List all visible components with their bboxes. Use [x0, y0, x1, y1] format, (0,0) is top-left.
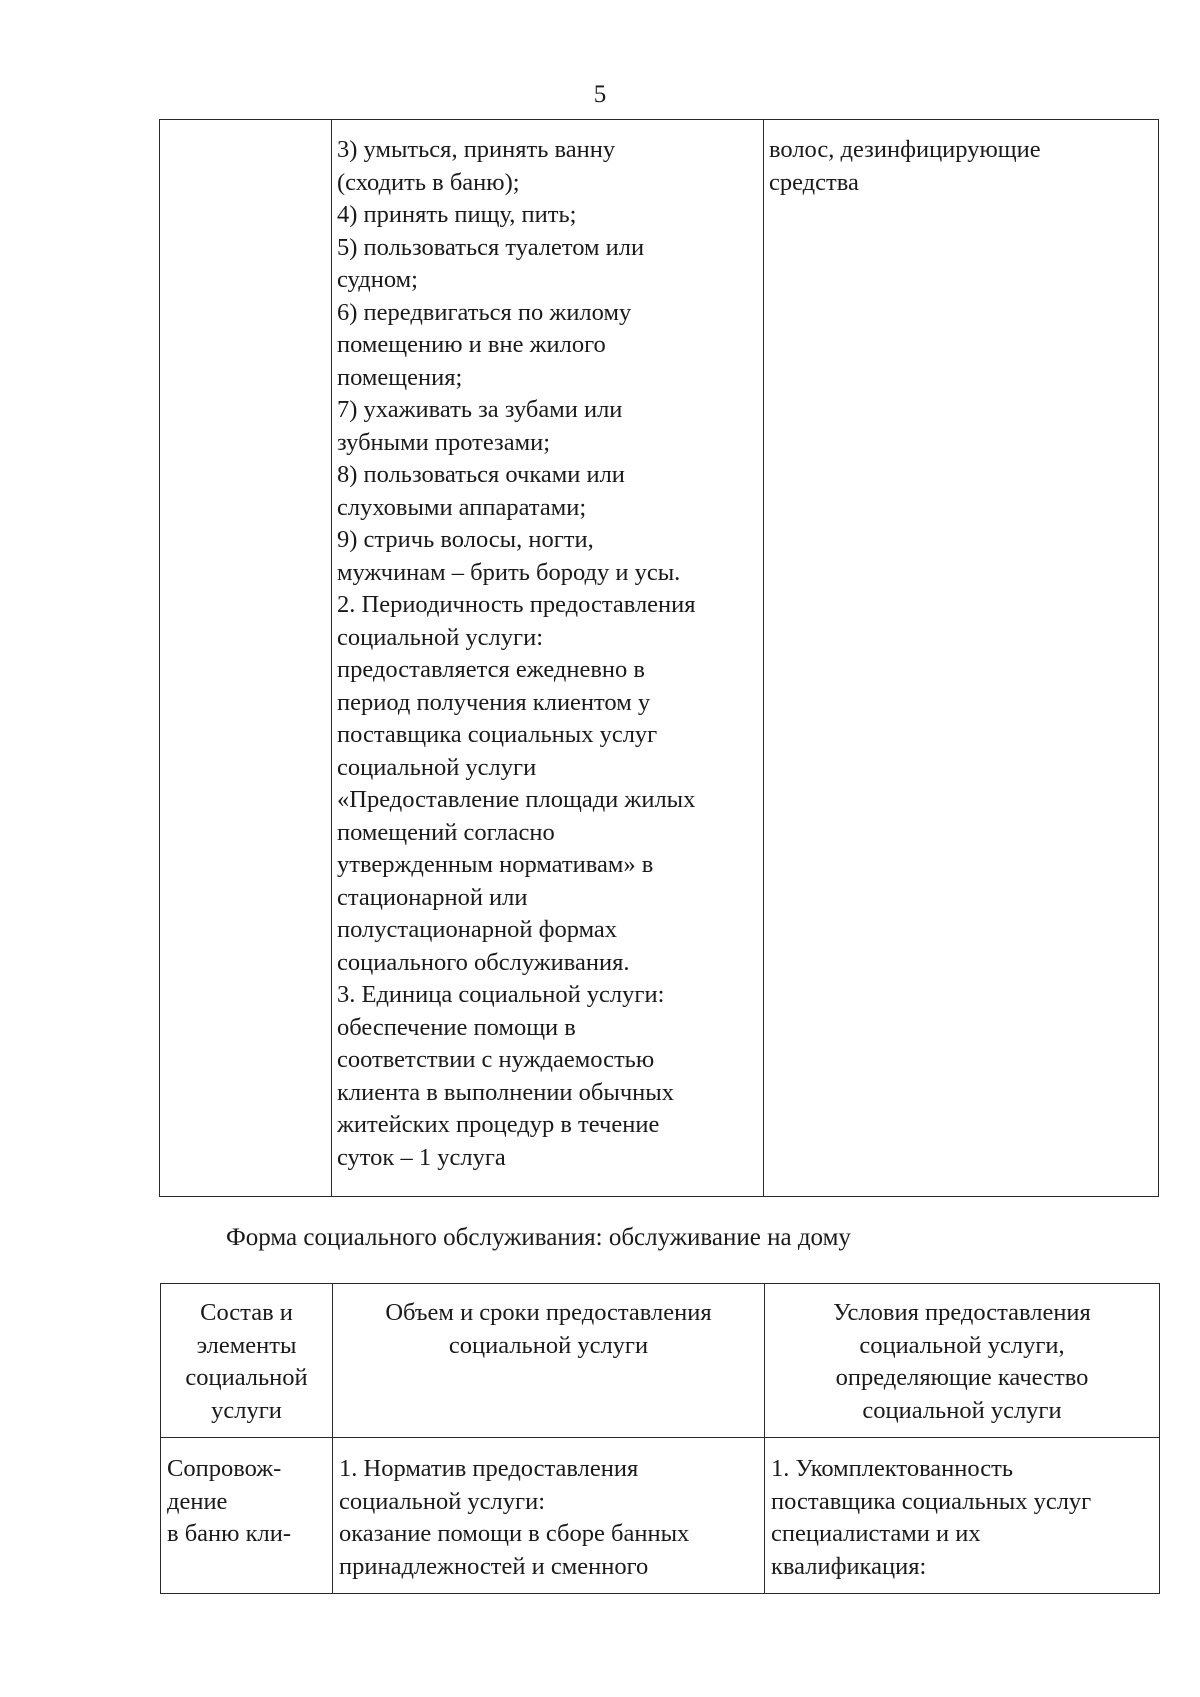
text-line: поставщика социальных услуг — [771, 1487, 1092, 1515]
text-line: соответствии с нуждаемостью — [337, 1046, 655, 1073]
text-line: помещению и вне жилого — [337, 331, 606, 358]
header-line: социальной услуги, — [859, 1331, 1065, 1359]
text-line: 3) умыться, принять ванну — [337, 136, 616, 163]
header-line: определяющие качество — [835, 1364, 1089, 1391]
column-header-composition — [161, 1284, 333, 1438]
column-header-volume-and-terms — [333, 1284, 765, 1438]
text-line: 4) принять пищу, пить; — [337, 201, 577, 228]
text-line: помещений согласно — [337, 818, 555, 846]
text-line: судном; — [337, 266, 418, 293]
table-cell-volume-and-terms — [333, 1438, 765, 1594]
table-cell-composition — [161, 1438, 333, 1594]
text-line: 9) стричь волосы, ногти, — [337, 526, 594, 553]
text-line: волос, дезинфицирующие — [769, 136, 1041, 163]
text-line: 2. Периодичность предоставления — [337, 591, 696, 618]
text-line: средства — [769, 168, 859, 196]
service-form-heading: Форма социального обслуживания: обслуживание на дому — [226, 1224, 851, 1251]
text-line: 8) пользоваться очками или — [337, 461, 625, 488]
text-line: Сопровож- — [167, 1455, 282, 1482]
text-line: поставщика социальных услуг — [337, 721, 658, 748]
header-line: Объем и сроки предоставления — [385, 1299, 712, 1326]
text-line: социальной услуги: — [337, 623, 544, 651]
table-row — [160, 120, 1159, 1197]
text-line: период получения клиентом у — [337, 688, 651, 716]
text-line: 1. Укомплектованность — [771, 1455, 1014, 1482]
text-line: 5) пользоваться туалетом или — [337, 233, 645, 261]
header-line: социальной услуги — [862, 1396, 1062, 1424]
page-number: 5 — [593, 81, 607, 108]
table-header-row — [161, 1284, 1160, 1438]
text-line: предоставляется ежедневно в — [337, 656, 645, 683]
text-line: слуховыми аппаратами; — [337, 493, 587, 521]
text-line: в баню кли- — [167, 1520, 291, 1547]
table-cell-composition — [160, 120, 332, 1197]
services-table-continued — [159, 119, 1159, 1197]
header-line: услуги — [211, 1396, 282, 1424]
text-line: мужчинам – брить бороду и усы. — [337, 558, 681, 586]
table-cell-conditions — [764, 120, 1159, 1197]
text-line: социальной услуги — [337, 753, 537, 781]
text-line: полустационарной формах — [337, 916, 618, 943]
text-line: клиента в выполнении обычных — [337, 1078, 674, 1106]
header-line: социальной — [185, 1364, 308, 1391]
text-line: утвержденным нормативам» в — [337, 851, 654, 878]
text-line: принадлежностей и сменного — [339, 1552, 649, 1580]
text-line: социального обслуживания. — [337, 948, 630, 976]
text-line: обеспечение помощи в — [337, 1013, 576, 1041]
text-line: специалистами и их — [771, 1520, 981, 1547]
text-line: зубными протезами; — [337, 428, 551, 456]
header-line: Состав и — [200, 1299, 293, 1326]
text-line: «Предоставление площади жилых — [337, 786, 696, 813]
table-cell-volume-and-terms — [332, 120, 764, 1197]
text-line: оказание помощи в сборе банных — [339, 1520, 690, 1547]
text-line: помещения; — [337, 363, 463, 391]
header-line: социальной услуги — [448, 1331, 649, 1359]
header-line: элементы — [196, 1331, 297, 1359]
text-line: 1. Норматив предоставления — [339, 1455, 639, 1482]
text-line: суток – 1 услуга — [337, 1143, 506, 1171]
text-line: 6) передвигаться по жилому — [337, 298, 632, 326]
table-cell-conditions — [765, 1438, 1160, 1594]
text-line: 7) ухаживать за зубами или — [337, 396, 623, 423]
text-line: социальной услуги: — [339, 1487, 546, 1515]
text-line: квалификация: — [771, 1552, 927, 1580]
text-line: 3. Единица социальной услуги: — [337, 981, 665, 1008]
table-row — [161, 1438, 1160, 1594]
header-line: Условия предоставления — [833, 1299, 1091, 1326]
home-service-table — [160, 1283, 1160, 1594]
column-header-conditions — [765, 1284, 1160, 1438]
text-line: (сходить в баню); — [337, 168, 520, 196]
text-line: житейских процедур в течение — [337, 1111, 660, 1138]
text-line: стационарной или — [337, 883, 528, 911]
text-line: дение — [167, 1487, 228, 1515]
